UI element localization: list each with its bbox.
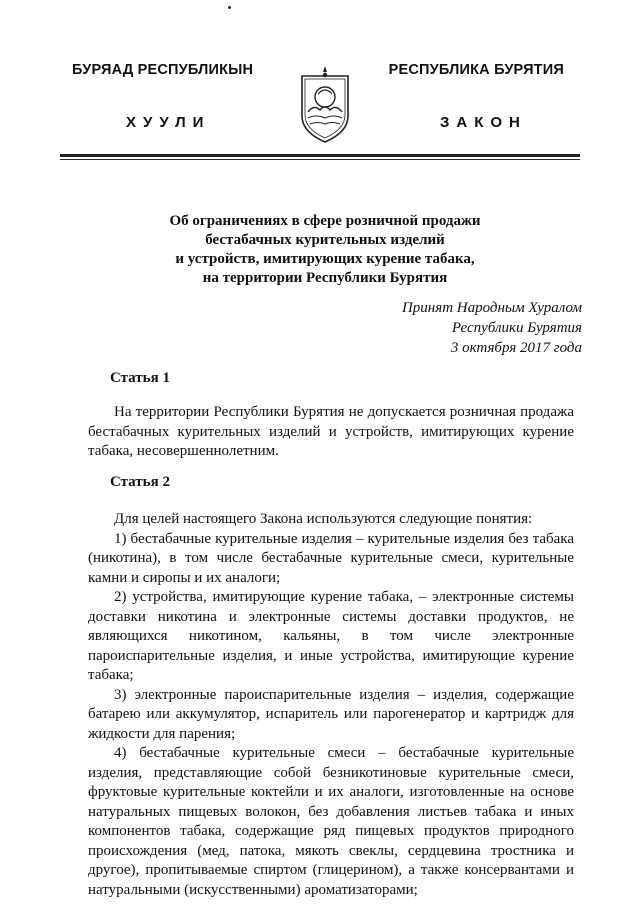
article-2-heading: Статья 2	[110, 474, 170, 490]
title-line: на территории Республики Бурятия	[202, 270, 448, 286]
article-1-body	[88, 403, 574, 462]
header-republic-buryatia: РЕСПУБЛИКА БУРЯТИЯ	[388, 62, 564, 78]
scan-speck	[228, 6, 231, 9]
header-khuuli: ХУУЛИ	[126, 114, 211, 131]
header-zakon: ЗАКОН	[440, 114, 527, 131]
definition-item: 4) бестабачные курительные смеси – бестабачные курительные изделия, представляющие собой безникотиновые курительные смеси, фруктовые курительные коктейли и их аналоги, изготовленные на основе натуральных пищевых волокон, без добавления листьев табака и иных компонентов табака, содержащие ряд пищевых продуктов природного происхождения (мед, патока, мякоть свеклы, сердцевина тростника и другое), пропитываемые спиртом (глицерином), а также консервантами и натуральными (искусственными) ароматизаторами;	[88, 745, 574, 898]
article-1-text: На территории Республики Бурятия не допускается розничная продажа бестабачных курительных изделий и устройств, имитирующих курение табака, несовершеннолетним.	[88, 404, 574, 459]
article-1-heading: Статья 1	[110, 370, 170, 386]
title-line: бестабачных курительных изделий	[205, 232, 445, 248]
adoption-date: 3 октября 2017 года	[450, 340, 582, 356]
title-line: и устройств, имитирующих курение табака,	[175, 251, 475, 267]
article-2-body	[88, 510, 574, 900]
header-rule-thin	[60, 159, 580, 160]
adoption-note	[402, 298, 582, 358]
adoption-line: Принят Народным Хуралом	[401, 300, 582, 316]
law-title	[120, 212, 530, 288]
coat-of-arms-icon	[296, 64, 354, 144]
definition-item: 1) бестабачные курительные изделия – курительные изделия без табака (никотина), в том числе бестабачные курительные смеси, курительные камни и сиропы и их аналоги;	[88, 530, 574, 586]
header-rule-thick	[60, 154, 580, 157]
header-buryat-republic: БУРЯАД РЕСПУБЛИКЫН	[72, 62, 254, 78]
title-line: Об ограничениях в сфере розничной продажи	[169, 213, 481, 229]
definition-item: 3) электронные пароиспарительные изделия – изделия, содержащие батарею или аккумулятор, испаритель или парогенератор и картридж для жидкости для парения;	[88, 686, 574, 742]
adoption-line: Республики Бурятия	[451, 320, 582, 336]
article-2-intro: Для целей настоящего Закона используются следующие понятия:	[114, 511, 533, 527]
definition-item: 2) устройства, имитирующие курение табака, – электронные системы доставки никотина и электронные системы доставки продуктов, не являющихся никотином, кальяны, в том числе электронные пароиспарительные изделия, и иные устройства, имитирующие курение табака;	[88, 589, 574, 683]
